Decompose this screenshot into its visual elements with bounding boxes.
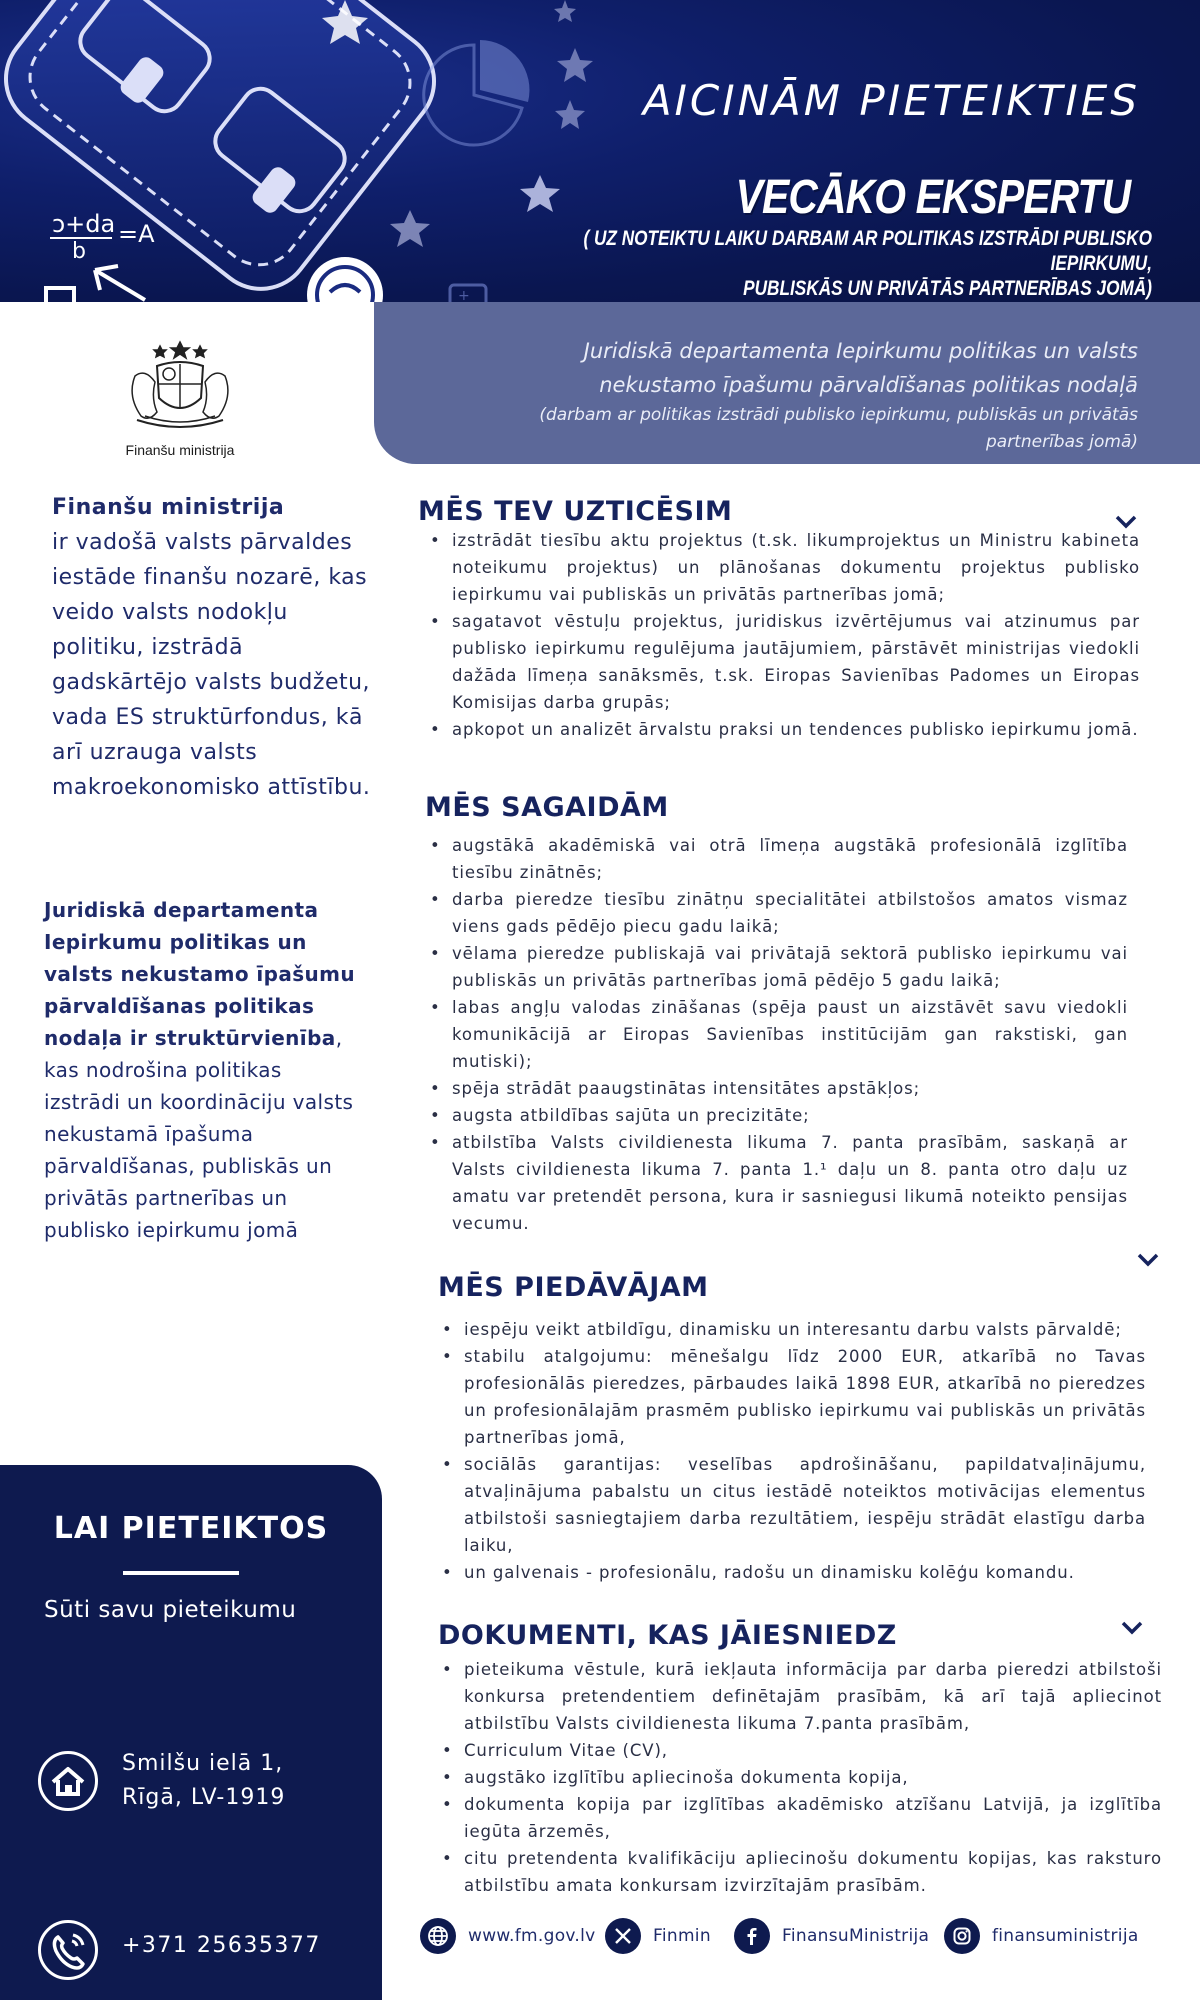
list-item: • augstāko izglītību apliecinoša dokumenta kopija,	[438, 1764, 1162, 1791]
home-icon	[38, 1751, 98, 1811]
contact-divider	[123, 1571, 239, 1575]
list-item: • dokumenta kopija par izglītības akadēmisko atzīšanu Latvijā, ja izglītība iegūta ārzemēs,	[438, 1791, 1162, 1845]
ministry-logo	[110, 336, 250, 458]
department-description	[44, 894, 364, 1246]
x-link[interactable]: Finmin	[653, 1926, 711, 1946]
list-item: • sagatavot vēstuļu projektus, juridiskus izvērtējumus vai atzinumus par publisko iepirkumu regulējuma jautājumiem, pārstāvēt ministrijas viedokli dažāda līmeņa sanāksmēs, t.sk. Eiropas Savienības Padomes un Eiropas Komisijas darba grupās;	[426, 608, 1140, 716]
list-item: • un galvenais - profesionālu, radošu un dinamisku kolēģu komandu.	[438, 1559, 1146, 1586]
contact-address	[122, 1747, 285, 1815]
section-trust-title: MĒS TEV UZTICĒSIM	[418, 496, 733, 527]
globe-icon	[420, 1918, 456, 1954]
department-line2: nekustamo īpašumu pārvaldīšanas politikas nodaļā	[599, 373, 1138, 397]
list-item: • vēlama pieredze publiskajā vai privātajā sektorā publisko iepirkumu vai publiskās un privātās partnerības jomā pēdējo 5 gadu laikā;	[426, 940, 1128, 994]
chevron-down-icon[interactable]	[1136, 1252, 1160, 1268]
contact-send-text: Sūti savu pieteikumu	[44, 1597, 297, 1623]
facebook-icon	[734, 1918, 770, 1954]
coat-of-arms-icon	[115, 336, 245, 436]
section-trust-list	[426, 527, 1140, 743]
footer-facebook[interactable]	[734, 1918, 929, 1954]
list-item: • pieteikuma vēstule, kurā iekļauta informācija par darba pieredzi atbilstoši konkursa pretendentiem definētajām prasībām, kā arī tajā apliecinot atbilstību Valsts civildienesta likuma 7.panta prasībām,	[438, 1656, 1162, 1737]
logo-label: Finanšu ministrija	[125, 442, 235, 458]
list-item: • sociālās garantijas: veselības apdrošināšanu, papildatvaļinājumu, atvaļinājuma pabalstu un citus iestādē noteiktos motivācijas elementus atbilstoši sasniegtajiem darba rezultātiem, iespēju strādāt elastīgu darba laiku,	[438, 1451, 1146, 1559]
instagram-icon	[944, 1918, 980, 1954]
department-description-bold: Juridiskā departamenta Iepirkumu politikas un valsts nekustamo īpašumu pārvaldīšanas politikas nodaļa ir struktūrvienība	[44, 898, 356, 1050]
contact-phone: +371 25635377	[122, 1933, 321, 1958]
department-banner	[374, 302, 1200, 464]
department-description-text: , kas nodrošina politikas izstrādi un koordināciju valsts nekustamā īpašuma pārvaldīšanas, publiskās un privātās partnerības un publisko iepirkumu jomā	[44, 1026, 354, 1242]
svg-text:+: +	[458, 288, 470, 302]
list-item: • labas angļu valodas zināšanas (spēja paust un aizstāvēt savu viedokli komunikācijā ar Eiropas Savienības institūcijām gan rakstiski, gan mutiski);	[426, 994, 1128, 1075]
section-expect-list	[426, 832, 1128, 1237]
formula-top: ɔ+da	[52, 210, 116, 238]
footer-instagram[interactable]	[944, 1918, 1139, 1954]
department-line1: Juridiskā departamenta Iepirkumu politikas un valsts	[583, 339, 1138, 363]
x-icon	[605, 1918, 641, 1954]
ministry-intro	[52, 490, 382, 805]
department-line3: (darbam ar politikas izstrādi publisko iepirkumu, publiskās un privātās	[539, 405, 1138, 425]
section-docs-title: DOKUMENTI, KAS JĀIESNIEDZ	[438, 1620, 897, 1651]
facebook-link[interactable]: FinansuMinistrija	[782, 1926, 930, 1946]
footer-website[interactable]	[420, 1918, 596, 1954]
list-item: • darba pieredze tiesību zinātņu specialitātei atbilstošos amatos vismaz viens gads pēdējo piecu gadu laikā;	[426, 886, 1128, 940]
section-docs-list	[438, 1656, 1162, 1899]
chevron-down-icon[interactable]	[1120, 1620, 1144, 1636]
list-item: • apkopot un analizēt ārvalstu praksi un tendences publisko iepirkumu jomā.	[426, 716, 1140, 743]
section-offer-title: MĒS PIEDĀVĀJAM	[438, 1272, 709, 1303]
position-subtitle-line2: PUBLISKĀS UN PRIVĀTĀS PARTNERĪBAS JOMĀ)	[743, 277, 1152, 300]
svg-text:=A: =A	[118, 220, 155, 248]
list-item: • spēja strādāt paaugstinātas intensitātes apstākļos;	[426, 1075, 1128, 1102]
position-subtitle-line1: ( UZ NOTEIKTU LAIKU DARBAM AR POLITIKAS IZSTRĀDI PUBLISKO IEPIRKUMU,	[583, 227, 1152, 275]
list-item: • augstākā akadēmiskā vai otrā līmeņa augstākā profesionālā izglītība tiesību zinātnēs;	[426, 832, 1128, 886]
hero-call-to-apply: AICINĀM PIETEIKTIES	[642, 76, 1140, 125]
intro-text: ir vadošā valsts pārvaldes iestāde finanšu nozarē, kas veido valsts nodokļu politiku, izstrādā gadskārtējo valsts budžetu, vada ES struktūrfondus, kā arī uzrauga valsts makroekonomisko attīstību.	[52, 530, 371, 800]
hero-banner	[0, 0, 1200, 302]
list-item: • Curriculum Vitae (CV),	[438, 1737, 1162, 1764]
list-item: • stabilu atalgojumu: mēnešalgu līdz 2000 EUR, atkarībā no Tavas profesionālās pieredzes, pārbaudes laikā 1898 EUR, atkarībā no pieredzes un profesionālajām prasmēm publisko iepirkumu vai publiskās un privātās partnerības jomā,	[438, 1343, 1146, 1451]
list-item: • izstrādāt tiesību aktu projektus (t.sk. likumprojektus un Ministru kabineta noteikumu projektus) un plānošanas dokumentu projektus publisko iepirkumu vai publiskās un privātās partnerības jomā;	[426, 527, 1140, 608]
footer-x[interactable]	[605, 1918, 711, 1954]
position-subtitle	[480, 226, 1152, 301]
list-item: • iespēju veikt atbildīgu, dinamisku un interesantu darbu valsts pārvaldē;	[438, 1316, 1146, 1343]
instagram-link[interactable]: finansuministrija	[992, 1926, 1139, 1946]
contact-title: LAI PIETEIKTOS	[53, 1511, 329, 1546]
list-item: • atbilstība Valsts civildienesta likuma 7. panta prasībām, saskaņā ar Valsts civildienesta likuma 7. panta 1.¹ daļu un 8. panta otro daļu uz amatu var pretendēt persona, kura ir sasniegusi likumā noteikto pensijas vecumu.	[426, 1129, 1128, 1237]
list-item: • augsta atbildības sajūta un precizitāte;	[426, 1102, 1128, 1129]
address-line1: Smilšu ielā 1,	[122, 1751, 284, 1776]
section-expect-title: MĒS SAGAIDĀM	[425, 792, 669, 823]
department-line4: partnerības jomā)	[985, 432, 1138, 452]
position-title: VECĀKO EKSPERTU	[735, 171, 1130, 224]
intro-ministry-name: Finanšu ministrija	[52, 495, 285, 520]
list-item: • citu pretendenta kvalifikāciju apliecinošu dokumentu kopijas, kas raksturo atbilstību amata konkursam izvirzītajām prasībām.	[438, 1845, 1162, 1899]
svg-text:b: b	[72, 239, 86, 264]
website-link[interactable]: www.fm.gov.lv	[468, 1926, 596, 1946]
address-line2: Rīgā, LV-1919	[122, 1785, 286, 1810]
phone-icon	[38, 1920, 98, 1980]
section-offer-list	[438, 1316, 1146, 1586]
contact-panel	[0, 1465, 382, 2000]
